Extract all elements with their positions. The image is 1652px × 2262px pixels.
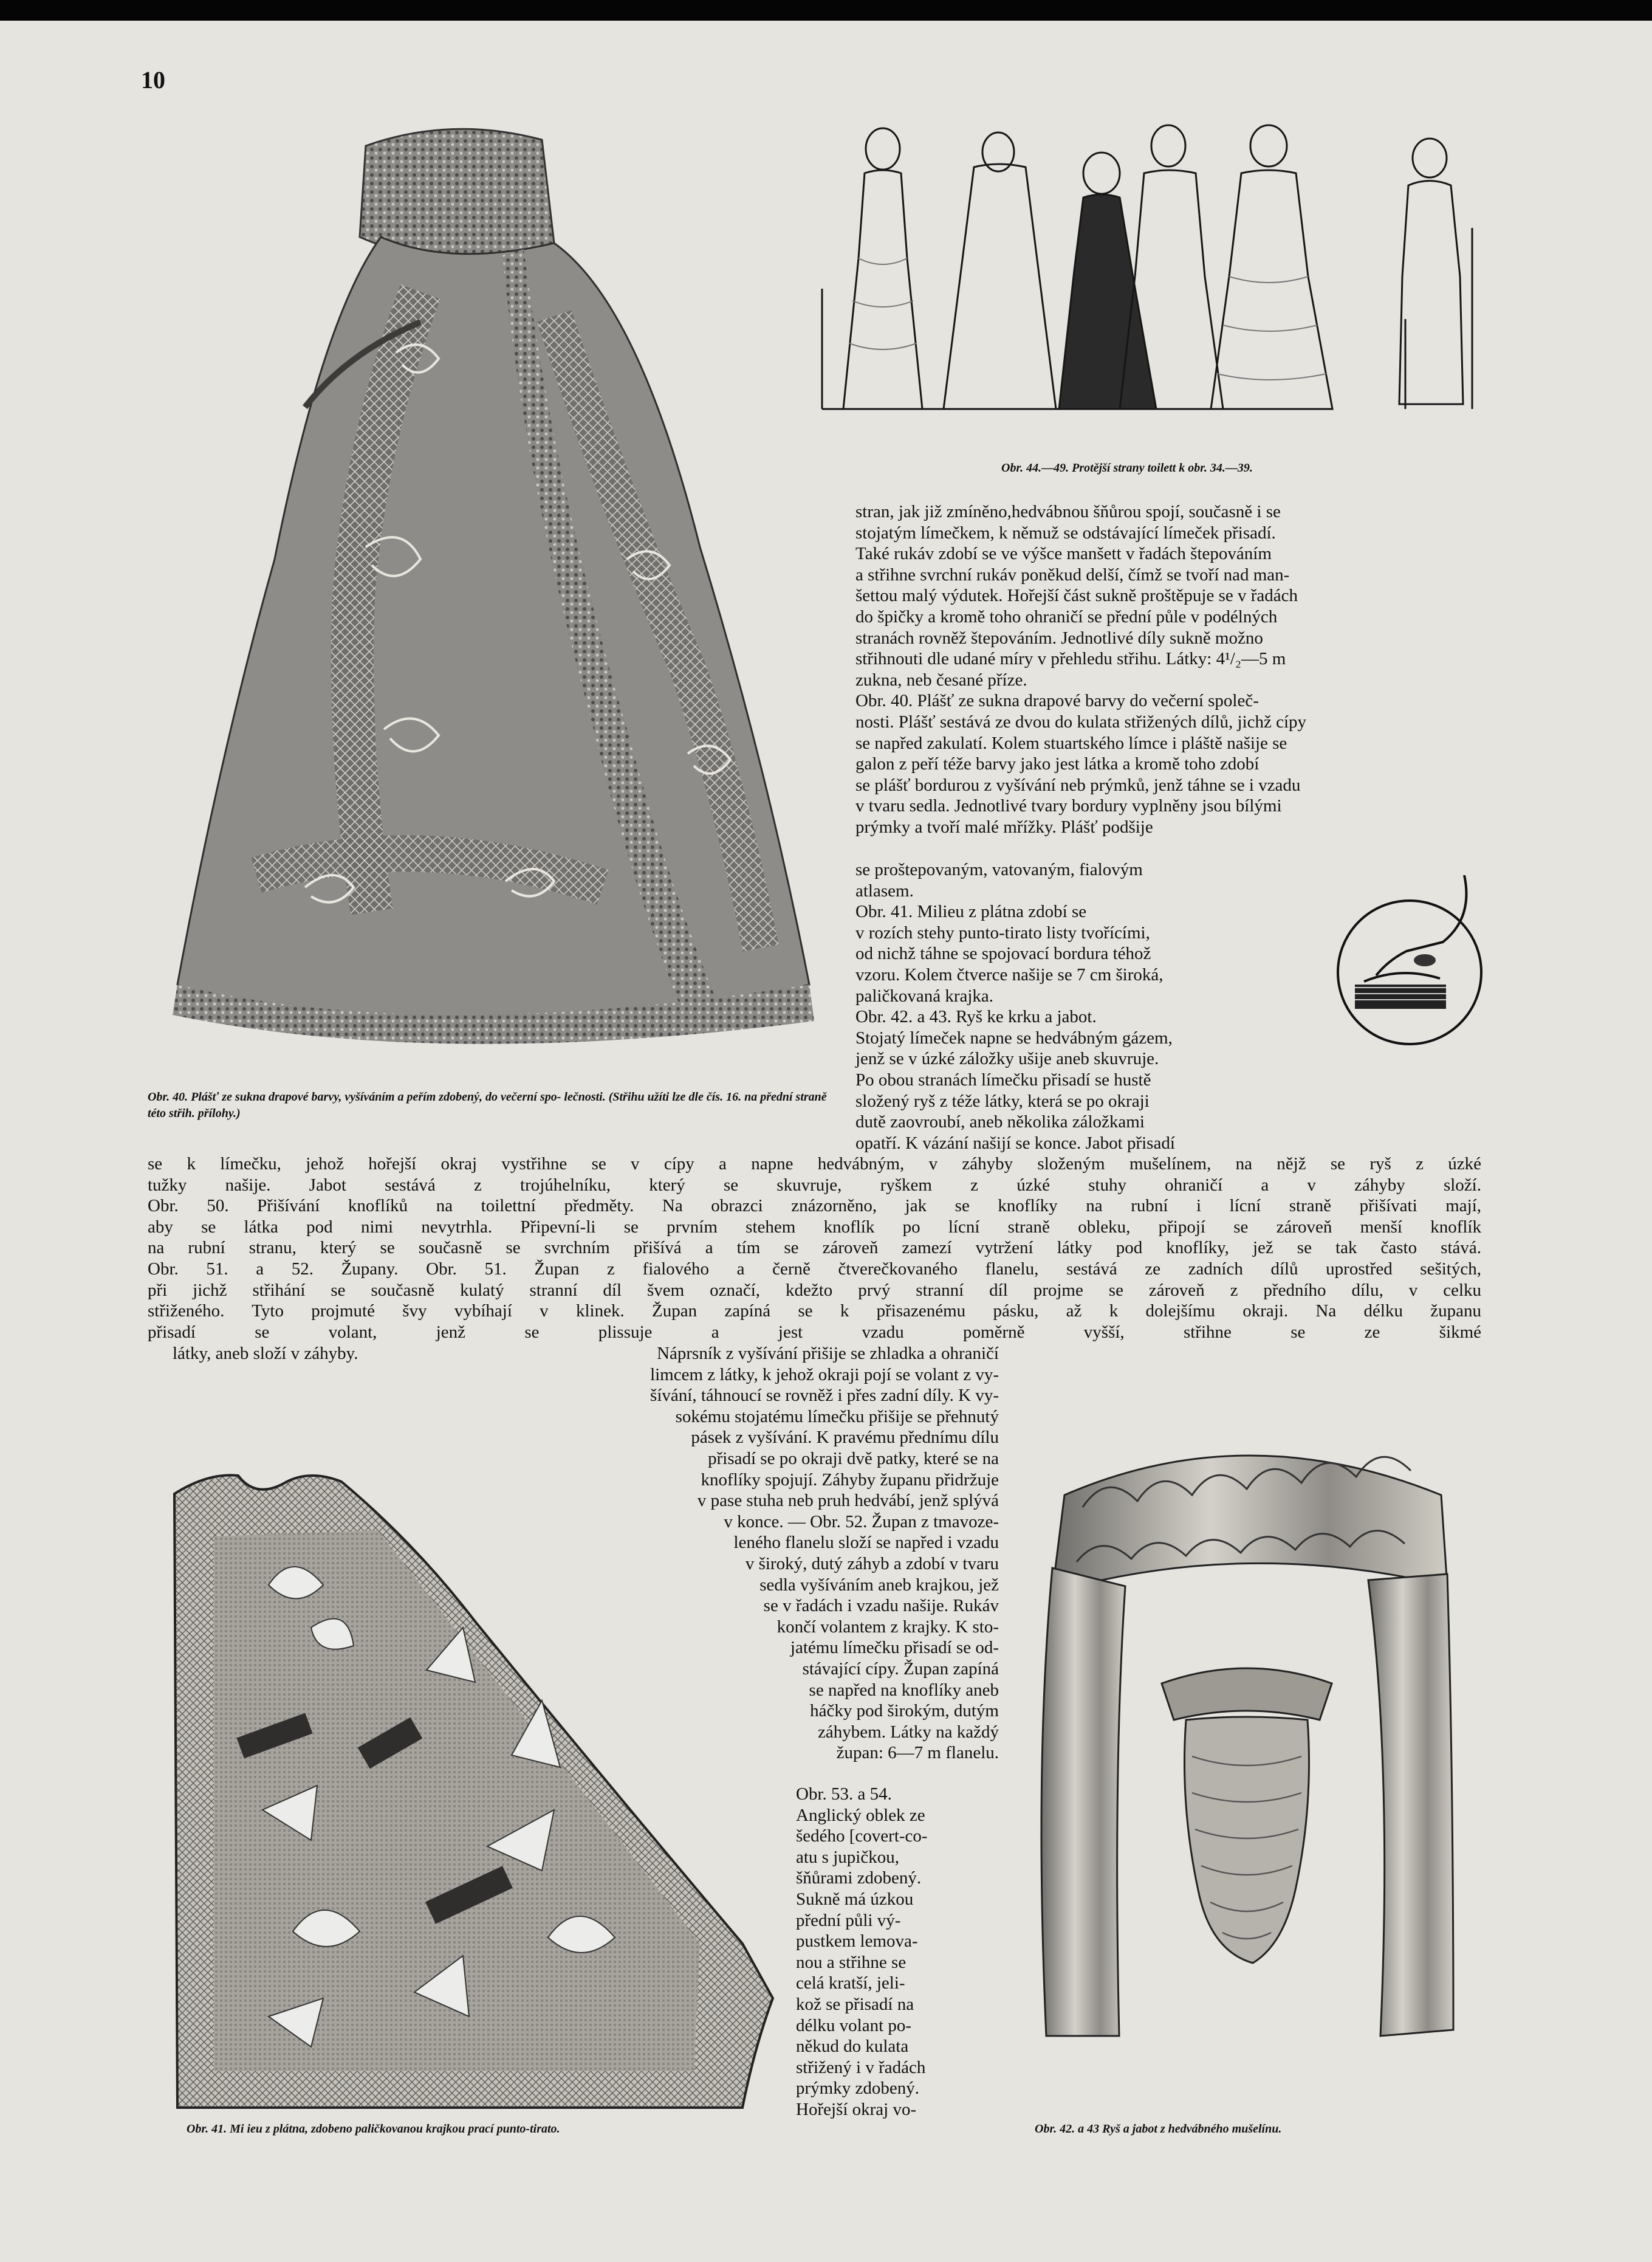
text-cascade-narrow: Obr. 53. a 54. Anglický oblek ze šedého [covert-co- atu s jupičkou, šňůrami zdobený. Sukně má úzkou přední půli vý- pustkem lemova- nou a střihne se celá kratší, jeli- kož se přisadí na délku volant po- někud do kulata střižený i v řadách prýmky zdobený. Hořejší okraj vo- — [796, 1784, 928, 2119]
cloak-illustration — [165, 122, 829, 1048]
text-cascade-start: látky, aneb složí v záhyby. — [173, 1344, 358, 1363]
scan-top-border — [0, 0, 1652, 21]
text-column-middle: se proštepovaným, vatovaným, fialovým atlasem. Obr. 41. Milieu z plátna zdobí se v rozích stehy punto-tirato listy tvořícími, od nichž táhne se spojovací bordura téhož vzoru. Kolem čtverce našije se 7 cm široká, paličkovaná krajka. Obr. 42. a 43. Ryš ke krku a jabot. Stojatý límeček napne se hedvábným gázem, jenž se v úzké záložky ušije aneb skuvruje. Po obou stranách límečku přisadí se hustě složený ryš z téže látky, která se po okraji dutě zaovroubí, aneb několika záložkami opatří. K vázání našijí se konce. Jabot přisadí — [855, 860, 1175, 1153]
fashion-figures-illustration — [816, 119, 1478, 416]
lace-milieu-illustration — [171, 1470, 779, 2114]
figure-41-caption: Obr. 41. Mi ieu z plátna, zdobeno paličkovanou krajkou prací punto-tirato. — [187, 2122, 560, 2136]
text-full-width: se k límečku, jehož hořejší okraj vystřihne se v cípy a napne hedvábným, v záhyby složeným mušelínem, na nějž se ryš z úzké tužky našije. Jabot sestává z trojúhelníku, který se skuvruje, ryškem z úzké stuhy ohraničí a v záhyby složí. Obr. 50. Přišívání knoflíků na toilettní předměty. Na obrazci znázorněno, jak se knoflíky na rubní i lícní straně přišívati mají, aby se látka pod nimi nevytrhla. Připevní-li se prvním stehem knoflík po lícní straně obleku, připojí se zároveň menší knoflík na rubní stranu, který se současně se svrchním přišívá a tím se zároveň zamezí vytržení látky pod knoflíky, jež se tak často stává. Obr. 51. a 52. Župany. Obr. 51. Župan z fialového a černě čtverečkovaného flanelu, sestává ze zadních dílů uprostřed sešitých, při jichž střihání se současně kulatý stranní díl švem označí, kdežto prvý stranní díl projme se zároveň z předního dílu, v celku střiženého. Tyto projmuté švy vybíhají v klinek. Župan zapíná se k přisazenému pásku, až k dolejšímu okraji. Na délku županu přisadí se volant, jenž se plissuje a jest vzadu poměrně vyšší, střihne se ze šikmé — [148, 1154, 1481, 1342]
button-sewing-illustration — [1334, 875, 1486, 1057]
figure-40-caption: Obr. 40. Plášť ze sukna drapové barvy, vyšíváním a peřím zdobený, do večerní spo- lečnosti. (Střihu užíti lze dle čís. 16. na přední straně této střih. přílohy.) — [148, 1090, 827, 1120]
figure-42-43-caption: Obr. 42. a 43 Ryš a jabot z hedvábného mušelínu. — [1035, 2122, 1282, 2136]
text-column-upper: stran, jak již zmíněno,hedvábnou šňůrou spojí, současně i se stojatým límečkem, k němuž se odstávající límeček přisadí. Také rukáv zdobí se ve výšce manšett v řadách štepováním a střihne svrchní rukáv poněkud delší, čímž se tvoří nad man- šettou malý výdutek. Hořejší část sukně proštěpuje se v řadách do špičky a kromě toho ohraničí se přední půle v podélných stranách rovněž štepováním. Jednotlivé díly sukně možno střihnouti dle udané míry v přehledu střihu. Látky: 4¹/₂—5 m zukna, neb česané příze. Obr. 40. Plášť ze sukna drapové barvy do večerní společ- nosti. Plášť sestává ze dvou do kulata střižených dílů, jichž cípy se napřed zakulatí. Kolem stuartského límce i pláště našije se galon z peří téže barvy jako jest látka a kromě toho zdobí se plášť bordurou z vyšívání neb prýmků, jenž táhne se i vzadu v tvaru sedla. Jednotlivé tvary bordury vyplněny jsou bílými prýmky a tvoří malé mřížky. Plášť podšije — [855, 502, 1307, 837]
ruff-and-jabot-illustration — [1028, 1428, 1465, 2060]
text-cascade-right: Náprsník z vyšívání přišije se zhladka a ohraničí limcem z látky, k jehož okraji pojí se volant z vy- šívání, táhnoucí se rovněž i přes zadní díly. K vy- sokému stojatému límečku přišije se přehnutý pásek z vyšívání. K pravému přednímu dílu přisadí se po okraji dvě patky, které se na knoflíky spojují. Záhyby županu přidržuje v pase stuha neb pruh hedvábí, jenž splývá v konce. — Obr. 52. Župan z tmavoze- leného flanelu složí se napřed i vzadu v široký, dutý záhyb a zdobí v tvaru sedla vyšíváním aneb krajkou, jež se v řadách i vzadu našije. Rukáv končí volantem z krajky. K sto- jatému límečku přisadí se od- stávající cípy. Župan zapíná se napřed na knoflíky aneb háčky pod širokým, dutým záhybem. Látky na každý župan: 6—7 m flanelu. — [650, 1344, 999, 1763]
figure-44-49-caption: Obr. 44.—49. Protější strany toilett k obr. 34.—39. — [1001, 461, 1253, 475]
page-number: 10 — [141, 66, 165, 94]
